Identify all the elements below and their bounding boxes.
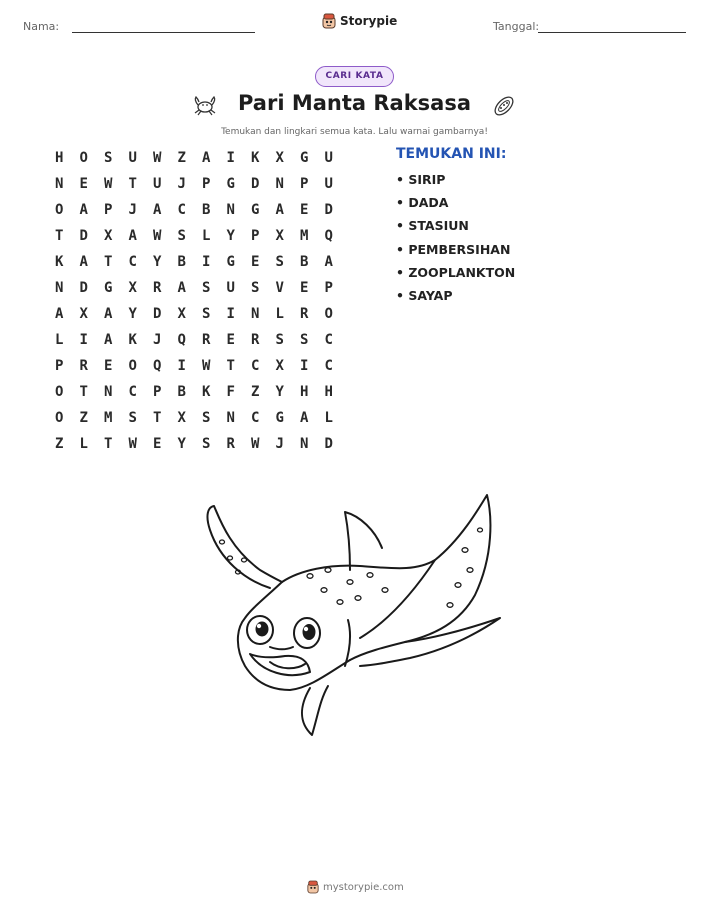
grid-cell[interactable]: C <box>128 384 137 400</box>
grid-row <box>47 171 341 197</box>
grid-cell[interactable]: E <box>300 202 309 218</box>
word-list <box>396 172 515 311</box>
grid-row <box>47 145 341 171</box>
grid-cell[interactable]: J <box>275 436 284 452</box>
grid-cell[interactable]: N <box>55 176 64 192</box>
footer <box>307 880 404 894</box>
grid-cell[interactable]: K <box>128 332 137 348</box>
grid-cell[interactable]: S <box>128 410 137 426</box>
grid-cell[interactable]: L <box>275 306 284 322</box>
grid-cell[interactable]: T <box>128 176 137 192</box>
grid-cell[interactable]: J <box>177 176 186 192</box>
grid-cell[interactable]: B <box>177 384 186 400</box>
grid-cell[interactable]: Z <box>251 384 260 400</box>
grid-cell[interactable]: L <box>55 332 64 348</box>
grid-row <box>47 431 341 457</box>
grid-cell[interactable]: D <box>324 202 333 218</box>
grid-cell[interactable]: C <box>177 202 186 218</box>
grid-cell[interactable]: W <box>153 150 162 166</box>
grid-cell[interactable]: D <box>153 306 162 322</box>
grid-cell[interactable]: X <box>177 306 186 322</box>
grid-cell[interactable]: U <box>324 150 333 166</box>
word-list-item: • DADA <box>396 195 449 211</box>
grid-cell[interactable]: P <box>104 202 113 218</box>
grid-cell[interactable]: W <box>104 176 113 192</box>
grid-cell[interactable]: C <box>251 410 260 426</box>
footer-url[interactable]: mystorypie.com <box>323 881 404 893</box>
grid-cell[interactable]: S <box>300 332 309 348</box>
grid-cell[interactable]: T <box>104 254 113 270</box>
grid-cell[interactable]: X <box>79 306 88 322</box>
grid-cell[interactable]: X <box>128 280 137 296</box>
grid-cell[interactable]: Y <box>226 228 235 244</box>
grid-cell[interactable]: S <box>177 228 186 244</box>
brand-logo <box>322 13 397 29</box>
storypie-mascot-icon <box>307 880 319 894</box>
word-search-grid[interactable] <box>47 145 341 457</box>
grid-cell[interactable]: Y <box>275 384 284 400</box>
grid-cell[interactable]: A <box>79 254 88 270</box>
grid-cell[interactable]: Q <box>177 332 186 348</box>
word-list-heading: TEMUKAN INI: <box>396 146 507 162</box>
grid-cell[interactable]: O <box>55 410 64 426</box>
grid-cell[interactable]: U <box>128 150 137 166</box>
grid-cell[interactable]: X <box>275 150 284 166</box>
grid-cell[interactable]: P <box>202 176 211 192</box>
grid-cell[interactable]: Q <box>153 358 162 374</box>
grid-cell[interactable]: J <box>128 202 137 218</box>
storypie-mascot-icon <box>322 13 336 29</box>
grid-row <box>47 275 341 301</box>
grid-cell[interactable]: A <box>55 306 64 322</box>
grid-cell[interactable]: O <box>324 306 333 322</box>
grid-cell[interactable]: N <box>275 176 284 192</box>
grid-cell[interactable]: S <box>202 436 211 452</box>
grid-cell[interactable]: S <box>104 150 113 166</box>
grid-cell[interactable]: G <box>251 202 260 218</box>
grid-cell[interactable]: B <box>177 254 186 270</box>
grid-cell[interactable]: R <box>226 436 235 452</box>
grid-cell[interactable]: A <box>275 202 284 218</box>
grid-cell[interactable]: J <box>153 332 162 348</box>
grid-cell[interactable]: N <box>251 306 260 322</box>
grid-cell[interactable]: Z <box>177 150 186 166</box>
grid-cell[interactable]: X <box>177 410 186 426</box>
grid-cell[interactable]: B <box>300 254 309 270</box>
grid-cell[interactable]: Q <box>324 228 333 244</box>
grid-cell[interactable]: W <box>202 358 211 374</box>
grid-cell[interactable]: Y <box>177 436 186 452</box>
grid-cell[interactable]: G <box>226 176 235 192</box>
grid-cell[interactable]: K <box>251 150 260 166</box>
grid-row <box>47 327 341 353</box>
grid-cell[interactable]: W <box>153 228 162 244</box>
grid-cell[interactable]: I <box>177 358 186 374</box>
grid-cell[interactable]: O <box>79 150 88 166</box>
grid-cell[interactable]: T <box>104 436 113 452</box>
grid-cell[interactable]: C <box>324 332 333 348</box>
grid-cell[interactable]: T <box>153 410 162 426</box>
grid-cell[interactable]: N <box>300 436 309 452</box>
grid-row <box>47 197 341 223</box>
activity-badge: CARI KATA <box>315 66 394 87</box>
grid-cell[interactable]: K <box>55 254 64 270</box>
grid-cell[interactable]: W <box>128 436 137 452</box>
date-label: Tanggal: <box>493 20 540 33</box>
grid-cell[interactable]: R <box>202 332 211 348</box>
grid-cell[interactable]: G <box>104 280 113 296</box>
grid-cell[interactable]: E <box>251 254 260 270</box>
grid-cell[interactable]: P <box>153 384 162 400</box>
word-list-item: • SIRIP <box>396 172 446 187</box>
grid-cell[interactable]: D <box>251 176 260 192</box>
plankton-icon <box>491 93 517 119</box>
grid-cell[interactable]: N <box>226 202 235 218</box>
grid-cell[interactable]: T <box>55 228 64 244</box>
grid-cell[interactable]: N <box>226 410 235 426</box>
grid-cell[interactable]: T <box>226 358 235 374</box>
grid-cell[interactable]: E <box>79 176 88 192</box>
grid-cell[interactable]: S <box>202 280 211 296</box>
grid-cell[interactable]: U <box>324 176 333 192</box>
brand-name: Storypie <box>340 14 398 28</box>
grid-cell[interactable]: I <box>226 150 235 166</box>
grid-cell[interactable]: P <box>55 358 64 374</box>
grid-cell[interactable]: O <box>128 358 137 374</box>
grid-cell[interactable]: S <box>202 410 211 426</box>
grid-cell[interactable]: Y <box>128 306 137 322</box>
grid-cell[interactable]: R <box>153 280 162 296</box>
grid-cell[interactable]: X <box>104 228 113 244</box>
grid-cell[interactable]: O <box>55 202 64 218</box>
grid-cell[interactable]: C <box>324 358 333 374</box>
grid-cell[interactable]: A <box>300 410 309 426</box>
grid-row <box>47 223 341 249</box>
grid-cell[interactable]: L <box>202 228 211 244</box>
grid-cell[interactable]: A <box>177 280 186 296</box>
grid-cell[interactable]: R <box>300 306 309 322</box>
grid-cell[interactable]: G <box>226 254 235 270</box>
grid-cell[interactable]: N <box>55 280 64 296</box>
grid-cell[interactable]: A <box>324 254 333 270</box>
grid-row <box>47 301 341 327</box>
grid-cell[interactable]: P <box>324 280 333 296</box>
grid-cell[interactable]: E <box>226 332 235 348</box>
word-list-item: • STASIUN <box>396 218 469 234</box>
grid-cell[interactable]: G <box>275 410 284 426</box>
grid-cell[interactable]: N <box>104 384 113 400</box>
grid-cell[interactable]: S <box>251 280 260 296</box>
grid-row <box>47 405 341 431</box>
word-list-item: • ZOOPLANKTON <box>396 264 516 280</box>
name-label: Nama: <box>23 20 60 33</box>
grid-row <box>47 379 341 405</box>
grid-cell[interactable]: D <box>79 228 88 244</box>
grid-cell[interactable]: G <box>300 150 309 166</box>
grid-cell[interactable]: V <box>275 280 284 296</box>
grid-cell[interactable]: C <box>251 358 260 374</box>
name-line[interactable] <box>72 32 255 33</box>
grid-cell[interactable]: S <box>275 332 284 348</box>
grid-cell[interactable]: S <box>202 306 211 322</box>
grid-cell[interactable]: X <box>275 358 284 374</box>
manta-ray-illustration[interactable] <box>200 490 510 740</box>
grid-cell[interactable]: B <box>202 202 211 218</box>
grid-cell[interactable]: D <box>79 280 88 296</box>
grid-cell[interactable]: F <box>226 384 235 400</box>
word-list-item: • PEMBERSIHAN <box>396 241 511 257</box>
grid-cell[interactable]: E <box>104 358 113 374</box>
grid-cell[interactable]: T <box>79 384 88 400</box>
grid-cell[interactable]: Z <box>79 410 88 426</box>
grid-cell[interactable]: L <box>79 436 88 452</box>
grid-cell[interactable]: C <box>128 254 137 270</box>
date-line[interactable] <box>538 32 686 33</box>
grid-row <box>47 353 341 379</box>
grid-cell[interactable]: P <box>251 228 260 244</box>
grid-cell[interactable]: E <box>300 280 309 296</box>
grid-cell[interactable]: I <box>79 332 88 348</box>
grid-cell[interactable]: H <box>324 384 333 400</box>
grid-cell[interactable]: A <box>104 306 113 322</box>
grid-cell[interactable]: A <box>128 228 137 244</box>
grid-cell[interactable]: K <box>202 384 211 400</box>
grid-cell[interactable]: L <box>324 410 333 426</box>
grid-cell[interactable]: W <box>251 436 260 452</box>
grid-cell[interactable]: A <box>202 150 211 166</box>
grid-cell[interactable]: I <box>226 306 235 322</box>
grid-cell[interactable]: E <box>153 436 162 452</box>
grid-cell[interactable]: A <box>153 202 162 218</box>
grid-cell[interactable]: X <box>275 228 284 244</box>
grid-cell[interactable]: A <box>79 202 88 218</box>
grid-cell[interactable]: R <box>251 332 260 348</box>
instructions: Temukan dan lingkari semua kata. Lalu warnai gambarnya! <box>221 127 488 137</box>
grid-cell[interactable]: P <box>300 176 309 192</box>
grid-cell[interactable]: A <box>104 332 113 348</box>
grid-row <box>47 249 341 275</box>
grid-cell[interactable]: D <box>324 436 333 452</box>
grid-cell[interactable]: Z <box>55 436 64 452</box>
grid-cell[interactable]: H <box>55 150 64 166</box>
grid-cell[interactable]: I <box>202 254 211 270</box>
grid-cell[interactable]: I <box>300 358 309 374</box>
grid-cell[interactable]: M <box>104 410 113 426</box>
grid-cell[interactable]: R <box>79 358 88 374</box>
grid-cell[interactable]: M <box>300 228 309 244</box>
word-list-item: • SAYAP <box>396 287 453 303</box>
grid-cell[interactable]: U <box>153 176 162 192</box>
grid-cell[interactable]: U <box>226 280 235 296</box>
grid-cell[interactable]: H <box>300 384 309 400</box>
grid-cell[interactable]: S <box>275 254 284 270</box>
page-title: Pari Manta Raksasa <box>237 91 472 115</box>
grid-cell[interactable]: Y <box>153 254 162 270</box>
grid-cell[interactable]: O <box>55 384 64 400</box>
